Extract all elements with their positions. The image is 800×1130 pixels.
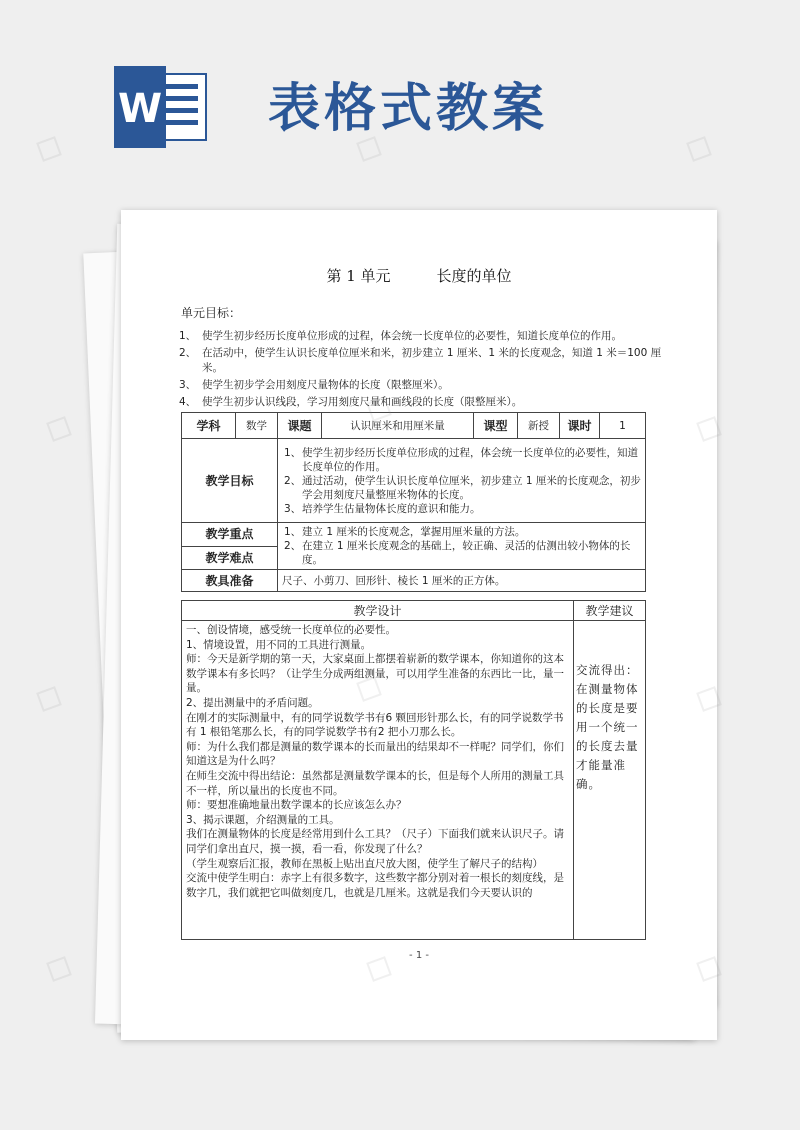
design-content-cell	[182, 621, 574, 940]
unit-goal-text: 使学生初步认识线段，学习用刻度尺量和画线段的长度（限整厘米）。	[202, 396, 523, 408]
unit-goal-item	[179, 378, 679, 393]
key-point-item	[282, 539, 641, 567]
key-points-label: 教学重点	[182, 523, 278, 547]
subject-label: 学科	[182, 413, 236, 439]
design-line: 1、情境设置，用不同的工具进行测量。	[186, 638, 372, 651]
design-header: 教学设计	[182, 601, 574, 621]
title-name: 长度的单位	[436, 267, 512, 285]
subject-value: 数学	[236, 413, 278, 439]
design-line: 在刚才的实际测量中，有的同学说数学书有6 颗回形针那么长，有的同学说数学书有 1 根铅笔那么长，有的同学说数学书有2 把小刀那么长。	[186, 711, 564, 739]
suggestion-content: 交流得出：在测量物体的长度是要用一个统一的长度去量才能量准确。	[574, 621, 646, 940]
design-line: 我们在测量物体的长度是经常用到什么工具？（尺子）下面我们就来认识尺子。请同学们拿出直尺，摸一摸，看一看，你发现了什么？	[186, 828, 564, 855]
key-point-text: 建立 1 厘米的长度观念，掌握用厘米量的方法。	[302, 526, 526, 538]
teaching-goal-text: 培养学生估量物体长度的意识和能力。	[302, 502, 481, 515]
design-line: （学生观察后汇报，教师在黑板上贴出直尺放大图，使学生了解尺子的结构）	[186, 857, 543, 870]
design-line: 在师生交流中得出结论：虽然都是测量数学课本的长，但是每个人所用的测量工具不一样，所以量出的长度也不同。	[186, 769, 564, 797]
design-line: 交流中使学生明白：赤字上有很多数字，这些数字都分别对着一根长的刻度线，是数字几，我们就把它叫做刻度几，也就是几厘米。这就是我们今天要认识的	[186, 872, 564, 899]
design-line: 2、提出测量中的矛盾问题。	[186, 696, 319, 709]
title-unit: 第 1 单元	[326, 267, 391, 285]
design-content	[186, 623, 569, 937]
page-number: - 1 -	[409, 950, 429, 961]
teaching-goal-item	[282, 502, 641, 516]
teaching-goals-cell	[278, 439, 646, 523]
unit-goals-label: 单元目标：	[181, 306, 242, 320]
lesson-info-table	[181, 412, 646, 592]
document-page	[121, 210, 717, 1040]
tools-label: 教具准备	[182, 570, 278, 592]
teaching-goal-number: 1、	[284, 446, 302, 459]
unit-goal-item	[179, 329, 679, 344]
difficulty-label: 教学难点	[182, 546, 278, 570]
unit-goal-item	[179, 395, 679, 410]
unit-goal-number: 3、	[179, 379, 197, 391]
unit-goal-number: 2、	[179, 347, 197, 359]
unit-goals-list	[179, 329, 679, 412]
design-line: 师：今天是新学期的第一天，大家桌面上都摆着崭新的数学课本，你知道你的这本数学课本有多长吗？（让学生分成两组测量，可以用学生准备的东西比一比，量一量。	[186, 653, 564, 695]
unit-goal-item	[179, 346, 679, 376]
unit-goal-text: 使学生初步学会用刻度尺量物体的长度（限整厘米）。	[202, 379, 449, 391]
teaching-goal-item	[282, 474, 641, 502]
design-line: 3、揭示课题，介绍测量的工具。	[186, 813, 340, 826]
teaching-goals-label: 教学目标	[182, 439, 278, 523]
key-points-cell	[278, 523, 646, 570]
key-point-number: 2、	[284, 540, 302, 552]
topic-value: 认识厘米和用厘米量	[322, 413, 474, 439]
unit-goal-text: 在活动中，使学生认识长度单位厘米和米，初步建立 1 厘米、1 米的长度观念，知道 1 米＝100 厘米。	[202, 347, 662, 374]
key-point-item	[282, 525, 641, 539]
word-document-icon	[112, 66, 208, 148]
banner-title: 表格式教案	[268, 79, 549, 139]
design-line: 师：为什么我们都是测量的数学课本的长而量出的结果却不一样呢？同学们，你们知道这是为什么吗？	[186, 740, 564, 768]
document-title	[121, 265, 717, 286]
type-label: 课型	[474, 413, 518, 439]
unit-goal-number: 4、	[179, 396, 197, 408]
teaching-design-table	[181, 600, 646, 940]
design-line: 一、创设情境，感受统一长度单位的必要性。	[186, 624, 396, 636]
suggestion-header: 教学建议	[574, 601, 646, 621]
teaching-goal-number: 3、	[284, 502, 302, 515]
teaching-goal-item	[282, 446, 641, 474]
type-value: 新授	[518, 413, 560, 439]
teaching-goal-text: 使学生初步经历长度单位形成的过程，体会统一长度单位的必要性，知道长度单位的作用。	[302, 446, 638, 473]
teaching-goal-text: 通过活动，使学生认识长度单位厘米，初步建立 1 厘米的长度观念，初步学会用刻度尺量整厘米物体的长度。	[302, 474, 641, 501]
tools-value: 尺子、小剪刀、回形针、棱长 1 厘米的正方体。	[278, 570, 646, 592]
key-point-text: 在建立 1 厘米长度观念的基础上，较正确、灵活的估测出较小物体的长度。	[302, 540, 631, 566]
hours-value: 1	[600, 413, 646, 439]
topic-label: 课题	[278, 413, 322, 439]
teaching-goal-number: 2、	[284, 474, 302, 487]
word-logo-letter: W	[117, 86, 163, 132]
unit-goal-number: 1、	[179, 330, 197, 342]
hours-label: 课时	[560, 413, 600, 439]
key-point-number: 1、	[284, 526, 302, 538]
design-line: 师：要想准确地量出数学课本的长应该怎么办？	[186, 799, 407, 812]
unit-goal-text: 使学生初步经历长度单位形成的过程，体会统一长度单位的必要性，知道长度单位的作用。	[202, 330, 622, 342]
